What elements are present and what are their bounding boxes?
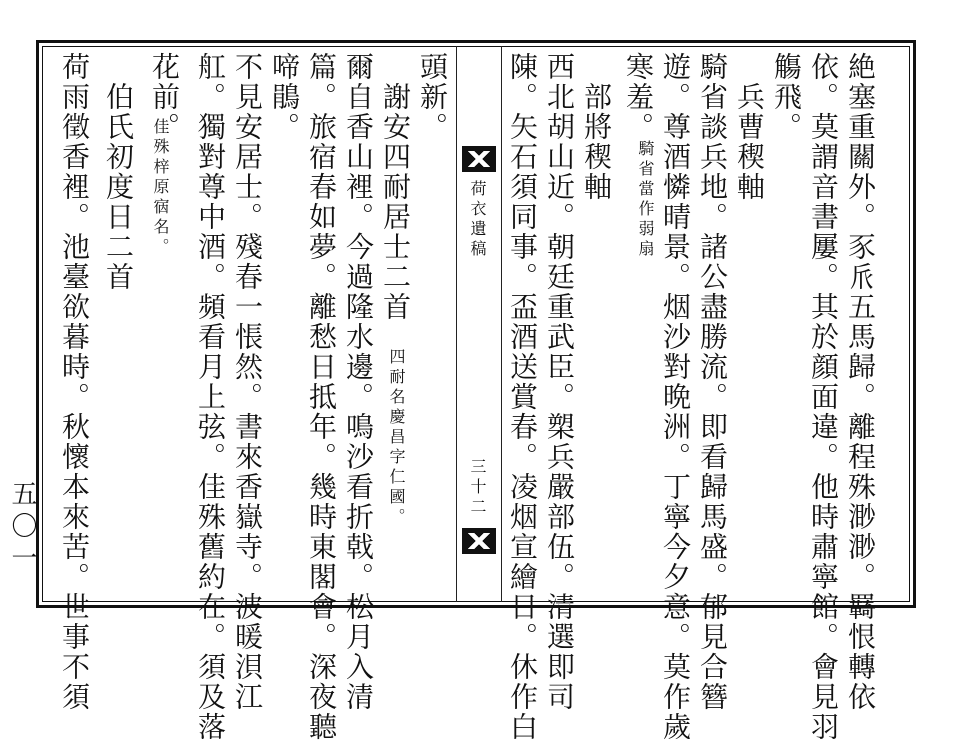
poem-title-xiean: 謝安四耐居士二首 [379, 52, 412, 322]
poem-title-boshi: 伯氏初度日二首 [102, 52, 135, 292]
band-folio: 三十二 [468, 458, 487, 518]
fish-tail-mark-top [462, 146, 496, 172]
text-column-3: 觴飛。 [770, 52, 803, 142]
text-column-14: 篇。旅宿春如夢。離愁日抵年。幾時東閣會。深夜聽 [305, 52, 338, 742]
text-column-16: 不見安居士。殘春一悵然。書來香嶽寺。波暖浿江 [231, 52, 264, 712]
text-column-17: 舡。獨對尊中酒。頻看月上弦。佳殊舊約在。須及落 [194, 52, 227, 742]
text-column-5: 騎省談兵地。諸公盡勝流。即看歸馬盛。郁見合簪 [696, 52, 729, 712]
text-column-11: 頭新。 [416, 52, 449, 142]
text-column-9: 西北胡山近。朝廷重武臣。槊兵嚴部伍。清選即司 [543, 52, 576, 712]
text-column-6: 遊。尊酒憐晴景。烟沙對晩洲。丁寧今夕意。莫作歲 [659, 52, 692, 742]
center-fold-band [456, 46, 502, 602]
text-column-20: 荷雨徵香裡。池臺欲暮時。秋懷本來苦。世事不須 [58, 52, 91, 712]
note-jiaren: 佳殊梓原㝛名。 [151, 118, 170, 258]
note-anju: 四耐名慶昌字仁國。 [387, 348, 406, 528]
text-column-15: 啼鵑。 [268, 52, 301, 142]
note-bingcao: 騎省當作弱扇 [636, 140, 655, 260]
text-column-7: 寒羞。 [622, 52, 655, 142]
poem-title-bingcao: 兵曹稧軸 [733, 52, 766, 202]
band-title: 荷衣遺稿 [468, 180, 487, 260]
fish-tail-mark-bottom [462, 528, 496, 554]
text-column-18: 花前。 [148, 52, 181, 142]
poem-title-bujiang: 部將稧軸 [580, 52, 613, 202]
text-column-2: 依。莫謂音書屢。其於顔面違。他時肅寧館。會見羽 [807, 52, 840, 742]
text-column-13: 爾自香山裡。今過隆水邊。鳴沙看折戟。松月入清 [342, 52, 375, 712]
text-column-10: 陳。矢石須同事。盃酒送賞春。凌烟宣繪日。休作白 [506, 52, 539, 742]
text-column-1: 絶塞重關外。豕𠂢五馬歸。離程殊渺渺。羇恨轉依 [844, 52, 877, 712]
page-number: 五〇一 [7, 480, 37, 576]
